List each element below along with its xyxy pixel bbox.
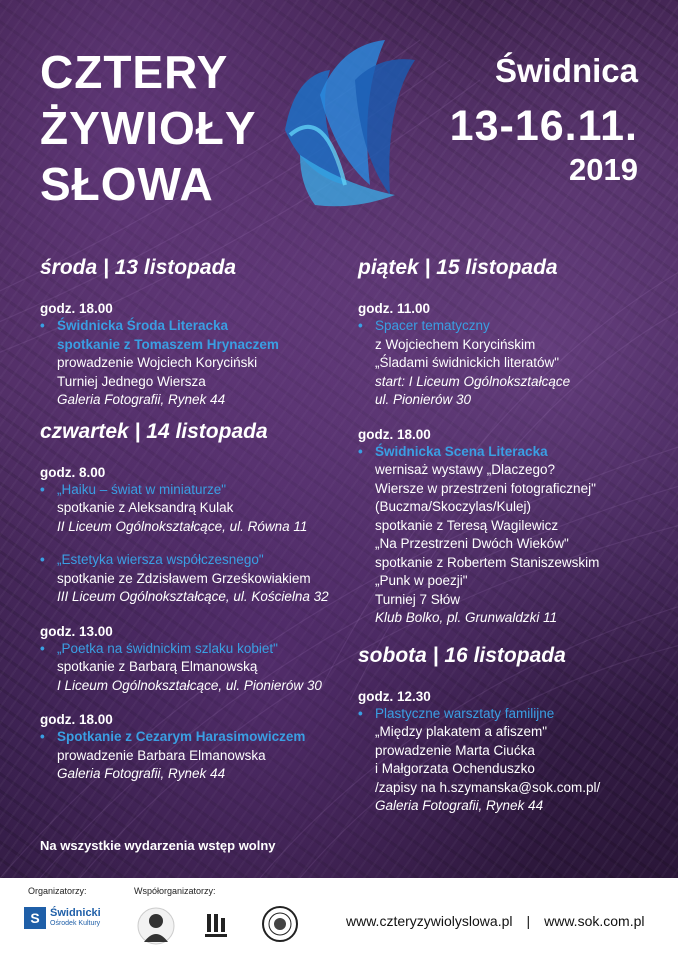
event-time: godz. 8.00 [40, 464, 106, 480]
event-registration: /zapisy na h.szymanska@sok.com.pl/ [375, 779, 601, 795]
coorganizers-label: Współorganizatorzy: [134, 886, 216, 896]
event-host: prowadzenie Wojciech Koryciński [57, 355, 258, 370]
title-line-2: ŻYWIOŁY [40, 102, 257, 154]
sok-logo-line-2: Ośrodek Kultury [50, 920, 101, 927]
organizers-label: Organizatorzy: [28, 886, 87, 896]
event-time: godz. 18.00 [358, 426, 431, 442]
event-venue: Galeria Fotografii, Rynek 44 [57, 392, 226, 407]
library-logo-icon [203, 910, 229, 942]
event-detail: spotkanie z Robertem Staniszewskim [375, 554, 600, 570]
left-column [40, 256, 340, 800]
event-sat-1230 [358, 688, 658, 816]
event-item [358, 317, 658, 410]
event-title: Świdnicka Scena Literacka [375, 443, 548, 459]
bullet-icon: • [358, 443, 363, 459]
event-host: spotkanie z Barbarą Elmanowską [57, 659, 258, 674]
event-wed-1800 [40, 300, 340, 410]
event-detail: „Między plakatem a afiszem" [375, 724, 548, 739]
day-heading-saturday: sobota | 16 listopada [358, 643, 566, 667]
event-venue: Klub Bolko, pl. Grunwaldzki 11 [375, 610, 558, 625]
event-item [40, 640, 340, 696]
event-title: Spotkanie z Cezarym Harasimowiczem [57, 729, 306, 744]
day-heading-wednesday: środa | 13 listopada [40, 256, 237, 279]
event-host: spotkanie ze Zdzisławem Grześkowiakiem [57, 570, 311, 586]
event-host: spotkanie z Aleksandrą Kulak [57, 500, 234, 515]
event-detail: (Buczma/Skoczylas/Kulej) [375, 499, 532, 514]
event-title: Spacer tematyczny [375, 318, 490, 333]
event-detail: spotkanie z Teresą Wagilewicz [375, 517, 559, 533]
event-item [40, 481, 340, 537]
right-column [358, 256, 658, 832]
feather-logo-icon [275, 35, 425, 220]
event-subtitle: spotkanie z Tomaszem Hrynaczem [57, 336, 279, 352]
event-time: godz. 13.00 [40, 623, 113, 639]
city-name: Świdnica [494, 52, 638, 89]
bullet-icon: • [40, 552, 45, 567]
event-item [40, 551, 340, 607]
festival-website-link[interactable]: www.czteryzywiolyslowa.pl [346, 913, 513, 929]
title-line-1: CZTERY [40, 46, 229, 98]
event-venue: I Liceum Ogólnokształcące, ul. Pionierów 30 [57, 677, 322, 693]
event-detail: Turniej 7 Słów [375, 591, 461, 607]
event-title: Świdnicka Środa Literacka [57, 318, 229, 333]
event-venue: III Liceum Ogólnokształcące, ul. Kościelna 32 [57, 589, 329, 604]
event-item [358, 443, 658, 628]
sok-logo-line-1: Świdnicki [50, 907, 101, 919]
title-line-3: SŁOWA [40, 158, 214, 210]
event-detail: „Punk w poezji" [375, 573, 468, 588]
event-host: i Małgorzata Ochenduszko [375, 761, 535, 776]
event-start: start: I Liceum Ogólnokształcące [375, 373, 571, 389]
event-time: godz. 18.00 [40, 712, 113, 727]
day-heading-thursday: czwartek | 14 listopada [40, 419, 268, 443]
event-item [40, 728, 340, 784]
sok-logo-icon: S [24, 907, 46, 929]
bullet-icon: • [40, 640, 45, 656]
day-heading-friday: piątek | 15 listopada [358, 256, 558, 279]
event-venue: ul. Pionierów 30 [375, 392, 472, 407]
event-detail: Wiersze w przestrzeni fotograficznej" [375, 480, 596, 496]
event-detail: „Śladami świdnickich literatów" [375, 355, 560, 370]
event-venue: II Liceum Ogólnokształcące, ul. Równa 11 [57, 518, 308, 534]
event-host: prowadzenie Marta Ciućka [375, 742, 535, 758]
event-title: „Estetyka wiersza współczesnego" [57, 552, 264, 567]
event-host: prowadzenie Barbara Elmanowska [57, 747, 266, 763]
event-time: godz. 18.00 [40, 301, 113, 316]
event-detail: wernisaż wystawy „Dlaczego? [375, 462, 556, 477]
event-detail: „Na Przestrzeni Dwóch Wieków" [375, 536, 569, 551]
event-fri-1800 [358, 426, 658, 628]
bullet-icon: • [40, 729, 45, 744]
event-thu-0800 [40, 464, 340, 607]
event-time: godz. 12.30 [358, 688, 431, 704]
event-host: z Wojciechem Korycińskim [375, 336, 536, 352]
sok-website-link[interactable]: www.sok.com.pl [544, 913, 645, 929]
event-detail: Turniej Jednego Wiersza [57, 373, 206, 389]
event-item [358, 705, 658, 816]
event-thu-1300 [40, 623, 340, 696]
bullet-icon: • [358, 705, 363, 721]
portrait-logo-icon [136, 906, 176, 946]
festival-dates: 13-16.11. [449, 102, 638, 150]
event-title: Plastyczne warsztaty familijne [375, 705, 555, 721]
free-entry-note: Na wszystkie wydarzenia wstęp wolny [40, 838, 276, 853]
event-title: „Poetka na świdnickim szlaku kobiet" [57, 640, 278, 656]
footer [0, 878, 678, 960]
event-item [40, 317, 340, 410]
event-thu-1800 [40, 711, 340, 784]
footer-links [346, 913, 644, 929]
event-venue: Galeria Fotografii, Rynek 44 [57, 766, 226, 781]
event-fri-1100 [358, 300, 658, 410]
school-seal-logo-icon [262, 906, 298, 942]
bullet-icon: • [358, 318, 363, 333]
sok-logo [24, 907, 104, 933]
bullet-icon: • [40, 318, 45, 333]
festival-year: 2019 [569, 152, 638, 187]
event-title: „Haiku – świat w miniaturze" [57, 481, 227, 497]
event-time: godz. 11.00 [358, 301, 431, 316]
link-separator: | [526, 913, 531, 929]
event-venue: Galeria Fotografii, Rynek 44 [375, 798, 544, 813]
festival-title [40, 44, 257, 212]
bullet-icon: • [40, 481, 45, 497]
